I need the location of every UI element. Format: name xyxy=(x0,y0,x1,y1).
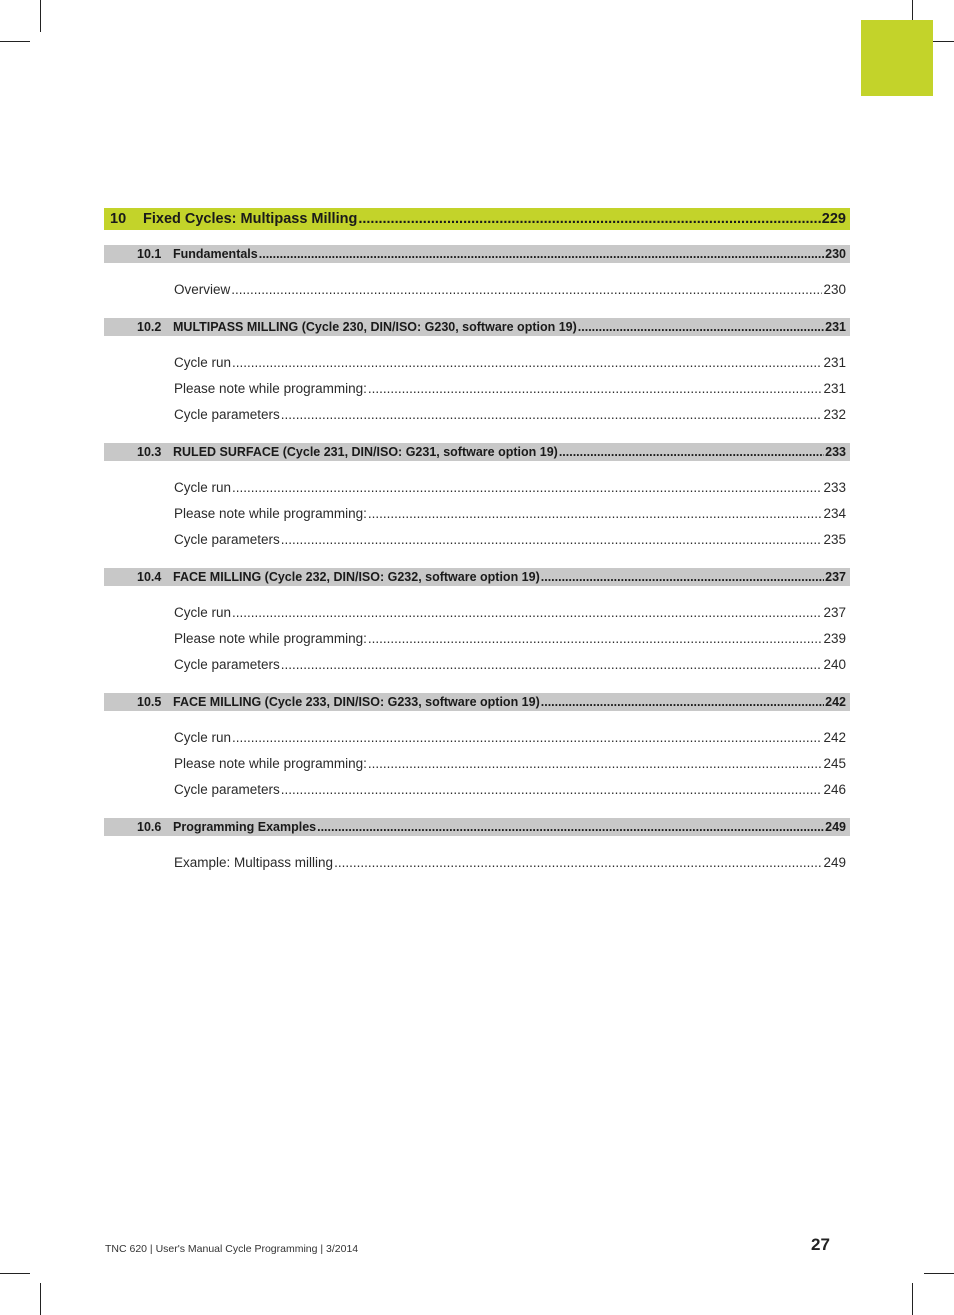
dot-leader xyxy=(368,755,823,773)
dot-leader xyxy=(559,443,824,461)
toc-entry-row[interactable] xyxy=(104,354,850,372)
section-page: 249 xyxy=(825,820,846,834)
section-page: 233 xyxy=(825,445,846,459)
section-number: 10.1 xyxy=(137,247,162,261)
crop-mark xyxy=(40,1283,41,1315)
dot-leader xyxy=(334,854,822,872)
dot-leader xyxy=(281,406,823,424)
chapter-number: 10 xyxy=(110,211,127,227)
toc-entry-row[interactable] xyxy=(104,406,850,424)
entry-page: 242 xyxy=(823,730,846,745)
crop-mark xyxy=(0,1273,30,1274)
toc-entry-row[interactable] xyxy=(104,604,850,622)
entry-title: Cycle parameters xyxy=(174,782,280,797)
section-number: 10.6 xyxy=(137,820,162,834)
crop-mark xyxy=(924,1273,954,1274)
section-title: RULED SURFACE (Cycle 231, DIN/ISO: G231, software option 19) xyxy=(173,445,558,459)
toc-entry-row[interactable] xyxy=(104,531,850,549)
dot-leader xyxy=(368,380,823,398)
section-title: Programming Examples xyxy=(173,820,317,834)
dot-leader xyxy=(368,505,823,523)
chapter-tab-marker xyxy=(861,20,933,96)
entry-title: Cycle run xyxy=(174,480,232,495)
entry-title: Cycle parameters xyxy=(174,532,280,547)
crop-mark xyxy=(40,0,41,32)
dot-leader xyxy=(578,318,824,336)
section-page: 237 xyxy=(825,570,846,584)
section-page: 230 xyxy=(825,247,846,261)
section-number: 10.5 xyxy=(137,695,162,709)
section-title: MULTIPASS MILLING (Cycle 230, DIN/ISO: G230, software option 19) xyxy=(173,320,577,334)
toc-section-row[interactable] xyxy=(104,318,850,336)
chapter-title: Fixed Cycles: Multipass Milling xyxy=(143,211,358,227)
section-number: 10.4 xyxy=(137,570,162,584)
toc-section-row[interactable] xyxy=(104,568,850,586)
dot-leader xyxy=(231,281,822,299)
section-page: 231 xyxy=(825,320,846,334)
entry-title: Example: Multipass milling xyxy=(174,855,334,870)
entry-page: 245 xyxy=(823,756,846,771)
dot-leader xyxy=(232,479,822,497)
section-number: 10.2 xyxy=(137,320,162,334)
entry-title: Please note while programming: xyxy=(174,506,367,521)
entry-title: Cycle run xyxy=(174,605,232,620)
footer-text: TNC 620 | User's Manual Cycle Programming | 3/2014 xyxy=(105,1243,359,1255)
section-title: FACE MILLING (Cycle 232, DIN/ISO: G232, software option 19) xyxy=(173,570,540,584)
dot-leader xyxy=(232,729,822,747)
entry-page: 234 xyxy=(823,506,846,521)
entry-page: 231 xyxy=(823,381,846,396)
crop-mark xyxy=(0,41,30,42)
entry-page: 233 xyxy=(823,480,846,495)
page-number: 27 xyxy=(811,1235,830,1254)
toc-entry-row[interactable] xyxy=(104,656,850,674)
dot-leader xyxy=(281,656,823,674)
section-page: 242 xyxy=(825,695,846,709)
entry-title: Please note while programming: xyxy=(174,756,367,771)
toc-entry-row[interactable] xyxy=(104,630,850,648)
toc-section-row[interactable] xyxy=(104,443,850,461)
entry-page: 230 xyxy=(823,282,846,297)
entry-title: Cycle parameters xyxy=(174,407,280,422)
entry-title: Overview xyxy=(174,282,231,297)
entry-page: 249 xyxy=(823,855,846,870)
dot-leader xyxy=(259,245,824,263)
dot-leader xyxy=(541,568,824,586)
entry-page: 237 xyxy=(823,605,846,620)
toc-entry-row[interactable] xyxy=(104,380,850,398)
dot-leader xyxy=(281,531,823,549)
entry-page: 235 xyxy=(823,532,846,547)
entry-page: 239 xyxy=(823,631,846,646)
entry-title: Cycle run xyxy=(174,730,232,745)
entry-title: Cycle run xyxy=(174,355,232,370)
dot-leader xyxy=(541,693,824,711)
toc-entry-row[interactable] xyxy=(104,479,850,497)
toc-section-row[interactable] xyxy=(104,818,850,836)
entry-page: 246 xyxy=(823,782,846,797)
toc-section-row[interactable] xyxy=(104,245,850,263)
dot-leader xyxy=(281,781,823,799)
chapter-page: 229 xyxy=(821,211,846,227)
dot-leader xyxy=(232,354,822,372)
dot-leader xyxy=(368,630,823,648)
entry-title: Please note while programming: xyxy=(174,381,367,396)
dot-leader xyxy=(317,818,824,836)
toc-entry-row[interactable] xyxy=(104,729,850,747)
toc-entry-row[interactable] xyxy=(104,781,850,799)
entry-page: 240 xyxy=(823,657,846,672)
toc-chapter-row[interactable] xyxy=(104,208,850,230)
entry-title: Please note while programming: xyxy=(174,631,367,646)
section-number: 10.3 xyxy=(137,445,162,459)
section-title: FACE MILLING (Cycle 233, DIN/ISO: G233, software option 19) xyxy=(173,695,540,709)
dot-leader xyxy=(232,604,822,622)
toc-entry-row[interactable] xyxy=(104,755,850,773)
dot-leader xyxy=(358,208,820,230)
crop-mark xyxy=(912,1283,913,1315)
entry-title: Cycle parameters xyxy=(174,657,280,672)
entry-page: 231 xyxy=(823,355,846,370)
entry-page: 232 xyxy=(823,407,846,422)
section-title: Fundamentals xyxy=(173,247,258,261)
toc-section-row[interactable] xyxy=(104,693,850,711)
toc-entry-row[interactable] xyxy=(104,281,850,299)
toc-entry-row[interactable] xyxy=(104,854,850,872)
toc-entry-row[interactable] xyxy=(104,505,850,523)
